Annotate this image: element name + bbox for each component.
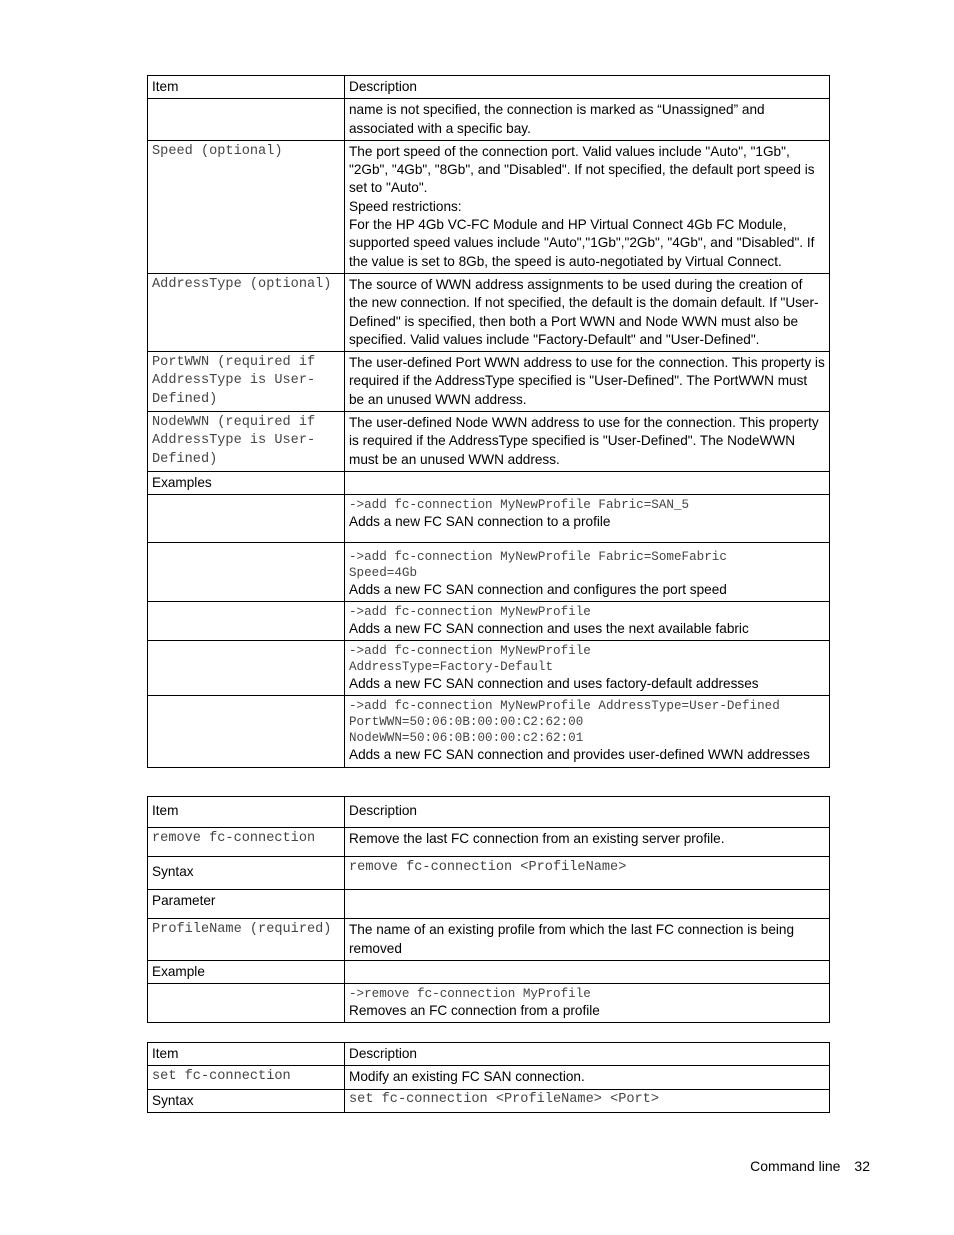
table-row-speed [148,140,830,273]
row-item [148,99,345,141]
syntax-label: Syntax [148,857,345,890]
table-header-row [148,1043,830,1066]
example-row [148,495,830,542]
example-row [148,601,830,640]
speed-desc-line: Speed restrictions: [349,198,462,214]
examples-label: Examples [148,471,345,494]
example-cell [345,641,830,696]
example-text: Adds a new FC SAN connection to a profile [349,514,611,530]
empty-cell [345,890,830,919]
empty-cell [148,696,345,767]
example-code: ->add fc-connection MyNewProfile Fabric=SomeFabric [349,549,727,564]
speed-desc-line: For the HP 4Gb VC-FC Module and HP Virtual Connect 4Gb FC Module, supported speed values include "Auto","1Gb","2Gb", "4Gb", and "Disabled". If the value is set to 8Gb, the speed is auto-negotiated by Virtual Connect. [349,217,815,269]
portwwn-description: The user-defined Port WWN address to use for the connection. This property is required if the AddressType specified is "User-Defined". The PortWWN must be an unused WWN address. [345,352,830,412]
table-row [148,99,830,141]
table-header-row [148,76,830,99]
empty-cell [345,471,830,494]
header-item: Item [148,797,345,828]
example-row [148,641,830,696]
example-code: NodeWWN=50:06:0B:00:00:c2:62:01 [349,731,584,746]
header-item: Item [148,1043,345,1066]
command-description: Modify an existing FC SAN connection. [345,1066,830,1089]
syntax-row [148,1089,830,1112]
table-row-nodewwn [148,412,830,472]
param-speed: Speed (optional) [148,140,345,273]
example-cell [345,542,830,601]
param-profilename: ProfileName (required) [148,919,345,961]
empty-cell [148,984,345,1023]
example-code: Speed=4Gb [349,565,418,580]
command-row [148,1066,830,1089]
speed-description [345,140,830,273]
command-name: remove fc-connection [148,828,345,857]
empty-cell [345,960,830,983]
table-header-row [148,797,830,828]
example-cell [345,984,830,1023]
example-cell [345,696,830,767]
example-text: Adds a new FC SAN connection and provides user-defined WWN addresses [349,747,810,763]
table-row-portwwn [148,352,830,412]
command-row [148,828,830,857]
example-text: Adds a new FC SAN connection and uses factory-default addresses [349,676,759,692]
page-footer [0,1158,870,1174]
param-nodewwn: NodeWWN (required if AddressType is User-Defined) [148,412,345,472]
page-number: 32 [854,1158,870,1174]
empty-cell [148,641,345,696]
empty-cell [148,542,345,601]
add-fc-connection-table [147,75,830,768]
example-cell [345,495,830,542]
example-code: ->add fc-connection MyNewProfile Fabric=SAN_5 [349,498,690,513]
example-row [148,542,830,601]
profilename-description: The name of an existing profile from which the last FC connection is being removed [345,919,830,961]
param-portwwn: PortWWN (required if AddressType is User-Defined) [148,352,345,412]
row-description: name is not specified, the connection is marked as “Unassigned” and associated with a specific bay. [345,99,830,141]
addresstype-description: The source of WWN address assignments to be used during the creation of the new connection. If not specified, the default is the domain default. If "User-Defined" is specified, then both a Port WWN and Node WWN must also be specified. Valid values include "Factory-Default" and "User-Defined". [345,273,830,351]
empty-cell [148,495,345,542]
example-text: Adds a new FC SAN connection and uses the next available fabric [349,620,749,636]
speed-desc-line: The port speed of the connection port. Valid values include "Auto", "1Gb", "2Gb", "4Gb", "8Gb", and "Disabled". If not specified, the default port speed is set to "Auto". [349,143,815,196]
syntax-label: Syntax [148,1089,345,1112]
empty-cell [148,601,345,640]
example-text: Adds a new FC SAN connection and configures the port speed [349,581,727,597]
example-code: ->add fc-connection MyNewProfile [349,644,591,659]
set-fc-connection-table [147,1042,830,1113]
command-description: Remove the last FC connection from an existing server profile. [345,828,830,857]
example-code: AddressType=Factory-Default [349,660,554,675]
example-code: ->remove fc-connection MyProfile [349,987,591,1002]
remove-fc-connection-table [147,796,830,1023]
parameter-label: Parameter [148,890,345,919]
example-row [148,696,830,767]
nodewwn-description: The user-defined Node WWN address to use for the connection. This property is required if the AddressType specified is "User-Defined". The NodeWWN must be an unused WWN address. [345,412,830,472]
header-item: Item [148,76,345,99]
examples-label-row [148,471,830,494]
footer-section: Command line [750,1158,841,1174]
syntax-value: remove fc-connection <ProfileName> [345,857,830,890]
command-name: set fc-connection [148,1066,345,1089]
table-row-addresstype [148,273,830,351]
example-code: ->add fc-connection MyNewProfile AddressType=User-Defined [349,699,780,714]
header-description: Description [345,797,830,828]
syntax-row [148,857,830,890]
example-text: Removes an FC connection from a profile [349,1003,600,1019]
parameter-row [148,919,830,961]
example-code: ->add fc-connection MyNewProfile [349,604,591,619]
example-label: Example [148,960,345,983]
parameter-label-row [148,890,830,919]
header-description: Description [345,1043,830,1066]
param-addresstype: AddressType (optional) [148,273,345,351]
example-code: PortWWN=50:06:0B:00:00:C2:62:00 [349,715,584,730]
syntax-value: set fc-connection <ProfileName> <Port> [345,1089,830,1112]
example-cell [345,601,830,640]
header-description: Description [345,76,830,99]
example-row [148,984,830,1023]
example-label-row [148,960,830,983]
